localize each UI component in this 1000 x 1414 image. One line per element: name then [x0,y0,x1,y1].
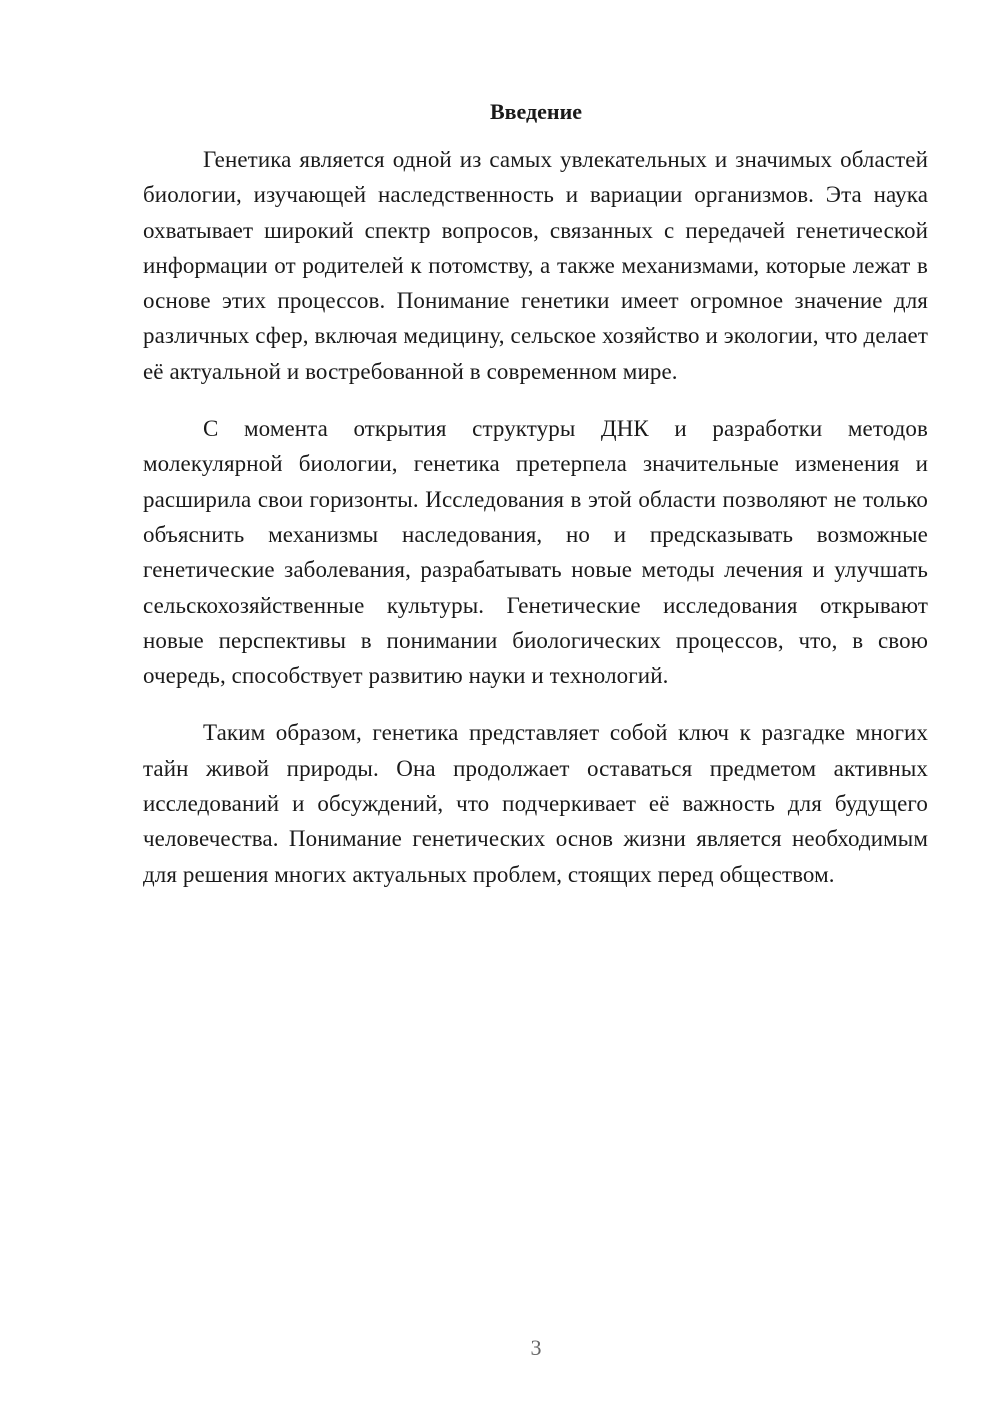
body-text [143,142,928,914]
paragraph-1: Генетика является одной из самых увлекательных и значимых областей биологии, изучающей наследственность и вариации организмов. Эта наука охватывает широкий спектр вопросов, связанных с передачей генетической информации от родителей к потомству, а также механизмами, которые лежат в основе этих процессов. Понимание генетики имеет огромное значение для различных сфер, включая медицину, сельское хозяйство и экологии, что делает её актуальной и востребованной в современном мире. [143,147,928,384]
paragraph-2: С момента открытия структуры ДНК и разработки методов молекулярной биологии, генетика претерпела значительные изменения и расширила свои горизонты. Исследования в этой области позволяют не только объяснить механизмы наследования, но и предсказывать возможные генетические заболевания, разрабатывать новые методы лечения и улучшать сельскохозяйственные культуры. Генетические исследования открывают новые перспективы в понимании биологических процессов, что, в свою очередь, способствует развитию науки и технологий. [143,416,928,689]
paragraph-3: Таким образом, генетика представляет собой ключ к разгадке многих тайн живой природы. Она продолжает оставаться предметом активных исследований и обсуждений, что подчеркивает её важность для будущего человечества. Понимание генетических основ жизни является необходимым для решения многих актуальных проблем, стоящих перед обществом. [143,720,928,887]
page-number: 3 [530,1335,542,1360]
section-heading: Введение [489,99,583,124]
